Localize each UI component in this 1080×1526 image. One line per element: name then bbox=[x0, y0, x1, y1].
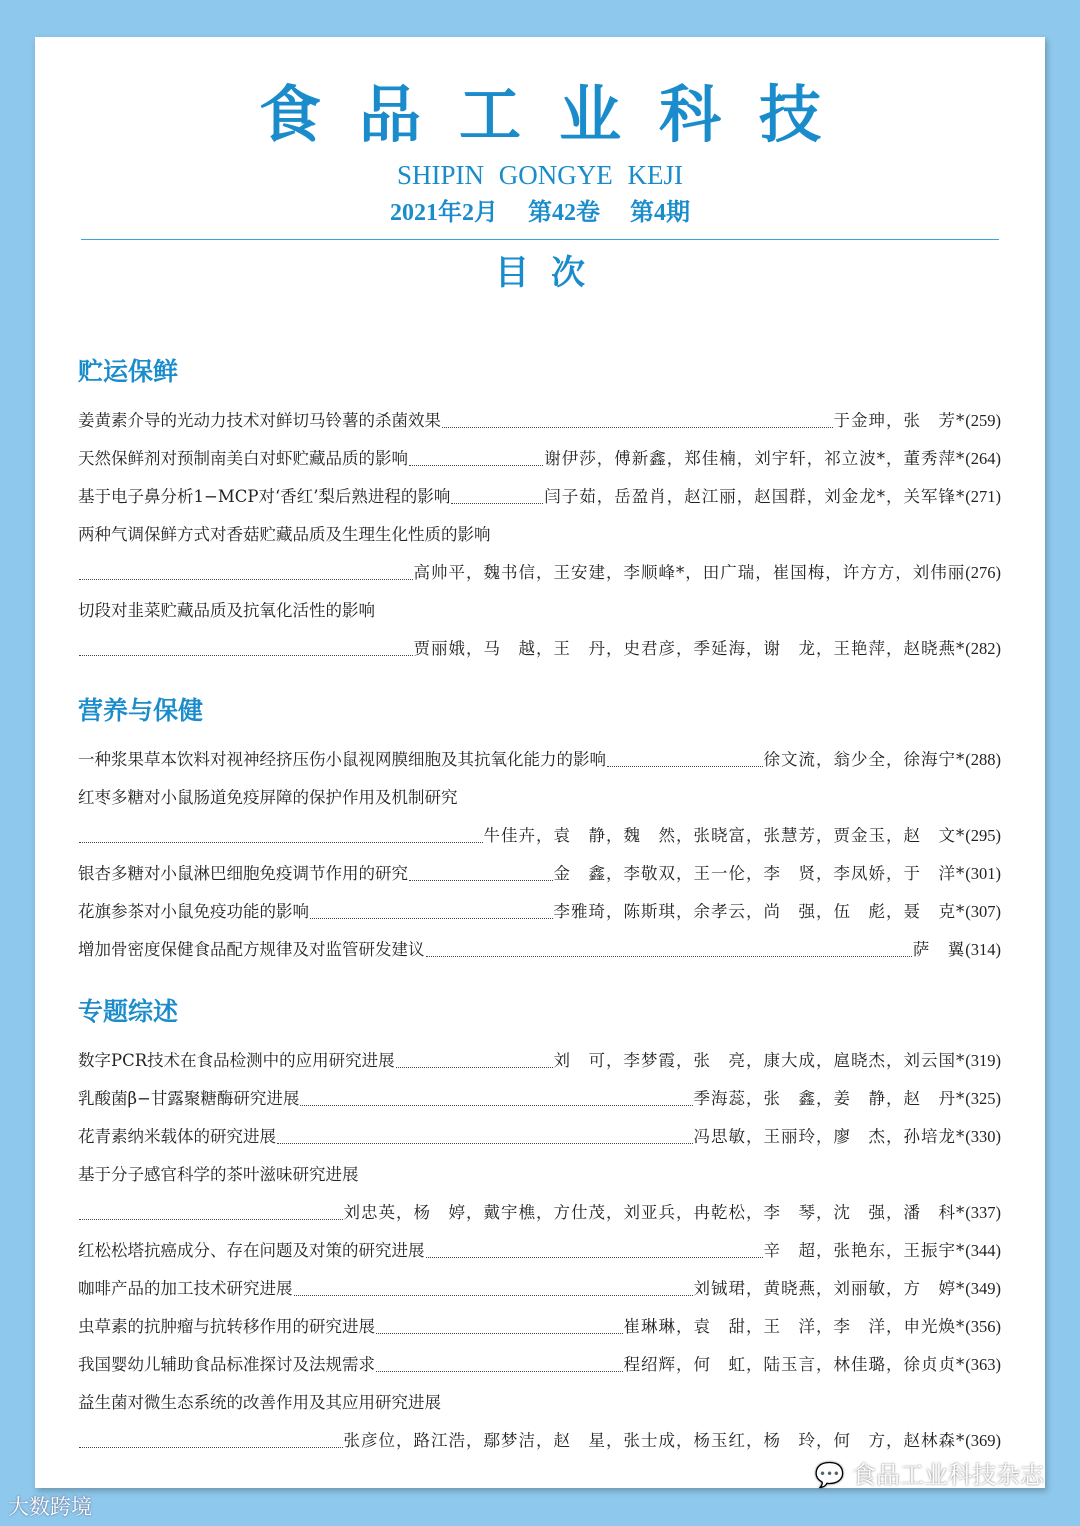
toc-page bbox=[35, 37, 1045, 1488]
article-title: 虫草素的抗肿瘤与抗转移作用的研究进展 bbox=[78, 1317, 375, 1336]
journal-title: 食品工业科技 bbox=[258, 78, 859, 151]
issue-number: 第4期 bbox=[630, 200, 690, 226]
header-divider bbox=[81, 239, 999, 240]
article-title-row bbox=[78, 1384, 1001, 1422]
article-authors: 徐文流，翁少全，徐海宁* bbox=[763, 750, 966, 769]
toc-list bbox=[78, 329, 1001, 1460]
article-row bbox=[78, 1042, 1001, 1080]
article-page: (307) bbox=[965, 902, 1001, 921]
article-page: (288) bbox=[965, 750, 1001, 769]
article-authors: 萨 翼 bbox=[912, 940, 966, 959]
article-title-row bbox=[78, 592, 1001, 630]
dot-leader bbox=[395, 1042, 554, 1080]
dot-leader bbox=[78, 817, 484, 855]
article-page: (314) bbox=[965, 940, 1001, 959]
article-title: 益生菌对微生态系统的改善作用及其应用研究进展 bbox=[78, 1393, 441, 1412]
article-authors: 张彦位，路江浩，鄢梦洁，赵 星，张士成，杨玉红，杨 玲，何 方，赵林森* bbox=[343, 1431, 966, 1450]
section-heading: 贮运保鲜 bbox=[78, 357, 179, 386]
dot-leader bbox=[78, 554, 414, 592]
article-row bbox=[78, 402, 1001, 440]
article-page: (363) bbox=[965, 1355, 1001, 1374]
dot-leader bbox=[450, 478, 544, 516]
article-authors: 程绍辉，何 虹，陆玉言，林佳璐，徐贞贞* bbox=[623, 1355, 966, 1374]
article-authors: 李雅琦，陈斯琪，余孝云，尚 强，伍 彪，聂 克* bbox=[553, 902, 966, 921]
article-authors: 季海蕊，张 鑫，姜 静，赵 丹* bbox=[693, 1089, 966, 1108]
dot-leader bbox=[293, 1270, 694, 1308]
article-title: 基于电子鼻分析1−MCP对‘香红’梨后熟进程的影响 bbox=[78, 487, 451, 506]
dot-leader bbox=[375, 1308, 624, 1346]
article-authors: 高帅平，魏书信，王安建，李顺峰*，田广瑞，崔国梅，许方方，刘伟丽 bbox=[413, 563, 966, 582]
article-authors-row bbox=[78, 817, 1001, 855]
article-page: (325) bbox=[965, 1089, 1001, 1108]
article-page: (330) bbox=[965, 1127, 1001, 1146]
article-authors-row bbox=[78, 1194, 1001, 1232]
wechat-watermark bbox=[814, 1462, 1044, 1488]
article-authors: 金 鑫，李敬双，王一伦，李 贤，李凤娇，于 洋* bbox=[553, 864, 966, 883]
article-authors: 牛佳卉，袁 静，魏 然，张晓富，张慧芳，贾金玉，赵 文* bbox=[483, 826, 966, 845]
dot-leader bbox=[425, 1232, 764, 1270]
article-page: (259) bbox=[965, 411, 1001, 430]
dot-leader bbox=[78, 630, 414, 668]
dot-leader bbox=[441, 402, 834, 440]
article-page: (264) bbox=[965, 449, 1001, 468]
article-title: 天然保鲜剂对预制南美白对虾贮藏品质的影响 bbox=[78, 449, 408, 468]
dot-leader bbox=[408, 855, 554, 893]
article-page: (295) bbox=[965, 826, 1001, 845]
article-title-row bbox=[78, 516, 1001, 554]
dot-leader bbox=[309, 893, 554, 931]
article-page: (337) bbox=[965, 1203, 1001, 1222]
journal-pinyin: SHIPIN GONGYE KEJI bbox=[397, 160, 683, 190]
article-title: 我国婴幼儿辅助食品标准探讨及法规需求 bbox=[78, 1355, 375, 1374]
article-authors-row bbox=[78, 630, 1001, 668]
article-row bbox=[78, 1270, 1001, 1308]
article-page: (344) bbox=[965, 1241, 1001, 1260]
article-title: 花青素纳米载体的研究进展 bbox=[78, 1127, 276, 1146]
article-title: 红枣多糖对小鼠肠道免疫屏障的保护作用及机制研究 bbox=[78, 788, 458, 807]
article-authors: 闫子茹，岳盈肖，赵江丽，赵国群，刘金龙*，关军锋* bbox=[544, 487, 966, 506]
dot-leader bbox=[78, 1422, 344, 1460]
article-title: 切段对韭菜贮藏品质及抗氧化活性的影响 bbox=[78, 601, 375, 620]
article-row bbox=[78, 855, 1001, 893]
article-authors: 冯思敏，王丽玲，廖 杰，孙培龙* bbox=[693, 1127, 966, 1146]
dot-leader bbox=[375, 1346, 624, 1384]
article-row bbox=[78, 893, 1001, 931]
article-title: 基于分子感官科学的茶叶滋味研究进展 bbox=[78, 1165, 359, 1184]
toc-section bbox=[78, 692, 1001, 969]
article-title: 咖啡产品的加工技术研究进展 bbox=[78, 1279, 293, 1298]
article-page: (349) bbox=[965, 1279, 1001, 1298]
issue-volume: 第42卷 bbox=[528, 200, 600, 226]
article-page: (369) bbox=[965, 1431, 1001, 1450]
article-page: (282) bbox=[965, 639, 1001, 658]
article-title-row bbox=[78, 779, 1001, 817]
article-page: (356) bbox=[965, 1317, 1001, 1336]
article-row bbox=[78, 1232, 1001, 1270]
article-title: 增加骨密度保健食品配方规律及对监管研发建议 bbox=[78, 940, 425, 959]
article-row bbox=[78, 1080, 1001, 1118]
article-title: 红松松塔抗癌成分、存在问题及对策的研究进展 bbox=[78, 1241, 425, 1260]
dot-leader bbox=[425, 931, 913, 969]
dot-leader bbox=[299, 1080, 693, 1118]
toc-heading: 目次 bbox=[495, 253, 607, 293]
article-row bbox=[78, 1346, 1001, 1384]
dot-leader bbox=[276, 1118, 694, 1156]
article-authors: 刘 可，李梦霞，张 亮，康大成，扈晓杰，刘云国* bbox=[553, 1051, 966, 1070]
article-title: 姜黄素介导的光动力技术对鲜切马铃薯的杀菌效果 bbox=[78, 411, 441, 430]
article-authors: 刘忠英，杨 婷，戴宇樵，方仕茂，刘亚兵，冉乾松，李 琴，沈 强，潘 科* bbox=[343, 1203, 966, 1222]
toc-section bbox=[78, 353, 1001, 668]
article-page: (319) bbox=[965, 1051, 1001, 1070]
issue-info bbox=[35, 197, 1045, 229]
article-row bbox=[78, 1118, 1001, 1156]
section-heading: 营养与保健 bbox=[78, 696, 204, 725]
article-row bbox=[78, 440, 1001, 478]
dot-leader bbox=[606, 741, 764, 779]
article-authors: 刘铖珺，黄晓燕，刘丽敏，方 婷* bbox=[693, 1279, 966, 1298]
article-title: 银杏多糖对小鼠淋巴细胞免疫调节作用的研究 bbox=[78, 864, 408, 883]
article-authors: 贾丽娥，马 越，王 丹，史君彦，季延海，谢 龙，王艳萍，赵晓燕* bbox=[413, 639, 966, 658]
article-authors: 辛 超，张艳东，王振宇* bbox=[763, 1241, 966, 1260]
wechat-account: 食品工业科技杂志 bbox=[852, 1461, 1044, 1489]
article-title: 一种浆果草本饮料对视神经挤压伤小鼠视网膜细胞及其抗氧化能力的影响 bbox=[78, 750, 606, 769]
article-authors-row bbox=[78, 554, 1001, 592]
article-title: 花旗参茶对小鼠免疫功能的影响 bbox=[78, 902, 309, 921]
wechat-icon: 💬 bbox=[814, 1461, 845, 1489]
article-page: (276) bbox=[965, 563, 1001, 582]
article-authors-row bbox=[78, 1422, 1001, 1460]
article-row bbox=[78, 931, 1001, 969]
article-authors: 于金珅，张 芳* bbox=[833, 411, 966, 430]
article-authors: 崔琳琳，袁 甜，王 洋，李 洋，申光焕* bbox=[623, 1317, 966, 1336]
issue-date: 2021年2月 bbox=[390, 200, 498, 226]
dot-leader bbox=[78, 1194, 344, 1232]
corner-watermark: 大数跨境 bbox=[8, 1495, 92, 1519]
article-page: (301) bbox=[965, 864, 1001, 883]
section-heading: 专题综述 bbox=[78, 997, 179, 1026]
article-page: (271) bbox=[965, 487, 1001, 506]
article-title: 两种气调保鲜方式对香菇贮藏品质及生理生化性质的影响 bbox=[78, 525, 491, 544]
article-row bbox=[78, 1308, 1001, 1346]
article-title: 乳酸菌β−甘露聚糖酶研究进展 bbox=[78, 1089, 300, 1108]
article-row bbox=[78, 741, 1001, 779]
article-authors: 谢伊莎，傅新鑫，郑佳楠，刘宇轩，祁立波*，董秀萍* bbox=[544, 449, 966, 468]
dot-leader bbox=[408, 440, 544, 478]
article-title: 数字PCR技术在食品检测中的应用研究进展 bbox=[78, 1051, 395, 1070]
article-row bbox=[78, 478, 1001, 516]
article-title-row bbox=[78, 1156, 1001, 1194]
toc-section bbox=[78, 993, 1001, 1460]
